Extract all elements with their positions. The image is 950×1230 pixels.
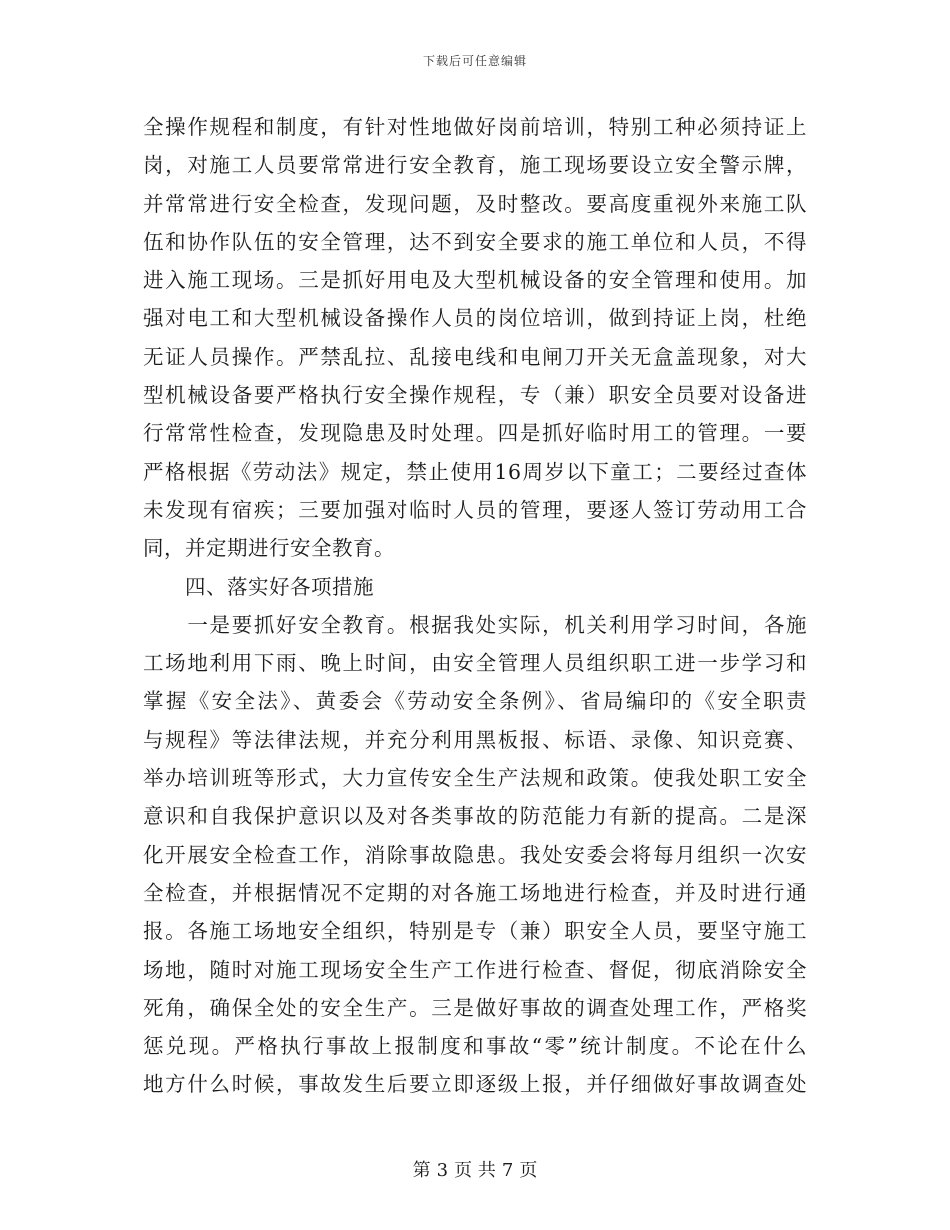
text-line: 一是要抓好安全教育。根据我处实际，机关利用学习时间，各施: [143, 612, 807, 637]
text-line: 死角，确保全处的安全生产。三是做好事故的调查处理工作，严格奖: [143, 995, 807, 1020]
page-footer: [0, 1156, 950, 1182]
body-text: [143, 108, 807, 1104]
page-number-middle: 页 共: [454, 1160, 496, 1181]
text-line: 与规程》等法律法规，并充分利用黑板报、标语、录像、知识竞赛、: [143, 727, 807, 752]
text-line: 举办培训班等形式，大力宣传安全生产法规和政策。使我处职工安全: [143, 766, 807, 791]
text-line: 意识和自我保护意识以及对各类事故的防范能力有新的提高。二是深: [143, 804, 807, 829]
text-line: 强对电工和大型机械设备操作人员的岗位培训，做到持证上岗，杜绝: [143, 306, 807, 331]
text-line: 进入施工现场。三是抓好用电及大型机械设备的安全管理和使用。加: [143, 268, 807, 293]
page-header: 下载后可任意编辑: [422, 54, 527, 68]
text-line: 地方什么时候，事故发生后要立即逐级上报，并仔细做好事故调查处: [143, 1072, 807, 1097]
text-line: 全操作规程和制度，有针对性地做好岗前培训，特别工种必须持证上: [143, 115, 807, 139]
section-heading: 四、落实好各项措施: [143, 574, 374, 599]
current-page-number: 3: [436, 1160, 449, 1181]
text-line: 全检查，并根据情况不定期的对各施工场地进行检查，并及时进行通: [143, 880, 807, 905]
text-line: 无证人员操作。严禁乱拉、乱接电线和电闸刀开关无盒盖现象，对大: [143, 344, 807, 369]
text-line: 岗，对施工人员要常常进行安全教育，施工现场要设立安全警示牌，: [143, 153, 807, 178]
text-line: 化开展安全检查工作，消除事故隐患。我处安委会将每月组织一次安: [143, 842, 807, 867]
text-line: 型机械设备要严格执行安全操作规程，专（兼）职安全员要对设备进: [143, 383, 807, 408]
text-line: 场地，随时对施工现场安全生产工作进行检查、督促，彻底消除安全: [143, 957, 807, 982]
text-line: 报。各施工场地安全组织，特别是专（兼）职安全人员，要坚守施工: [143, 919, 807, 944]
page-number-prefix: 第: [412, 1160, 431, 1181]
total-pages-number: 7: [501, 1160, 514, 1181]
page-number-suffix: 页: [519, 1160, 538, 1181]
text-line: 工场地利用下雨、晚上时间，由安全管理人员组织职工进一步学习和: [143, 651, 807, 676]
text-line: 伍和协作队伍的安全管理，达不到安全要求的施工单位和人员，不得: [143, 229, 807, 254]
text-line: 同，并定期进行安全教育。: [143, 536, 395, 561]
text-line: 惩兑现。严格执行事故上报制度和事故“零”统计制度。不论在什么: [143, 1034, 807, 1059]
text-line: 并常常进行安全检查，发现问题，及时整改。要高度重视外来施工队: [143, 191, 807, 216]
text-line: 掌握《安全法》、黄委会《劳动安全条例》、省局编印的《安全职责: [143, 689, 807, 714]
text-line: 行常常性检查，发现隐患及时处理。四是抓好临时用工的管理。一要: [143, 421, 807, 446]
text-line: 严格根据《劳动法》规定，禁止使用16周岁以下童工；二要经过查体: [143, 459, 807, 484]
text-line: 未发现有宿疾；三要加强对临时人员的管理，要逐人签订劳动用工合: [143, 497, 807, 522]
